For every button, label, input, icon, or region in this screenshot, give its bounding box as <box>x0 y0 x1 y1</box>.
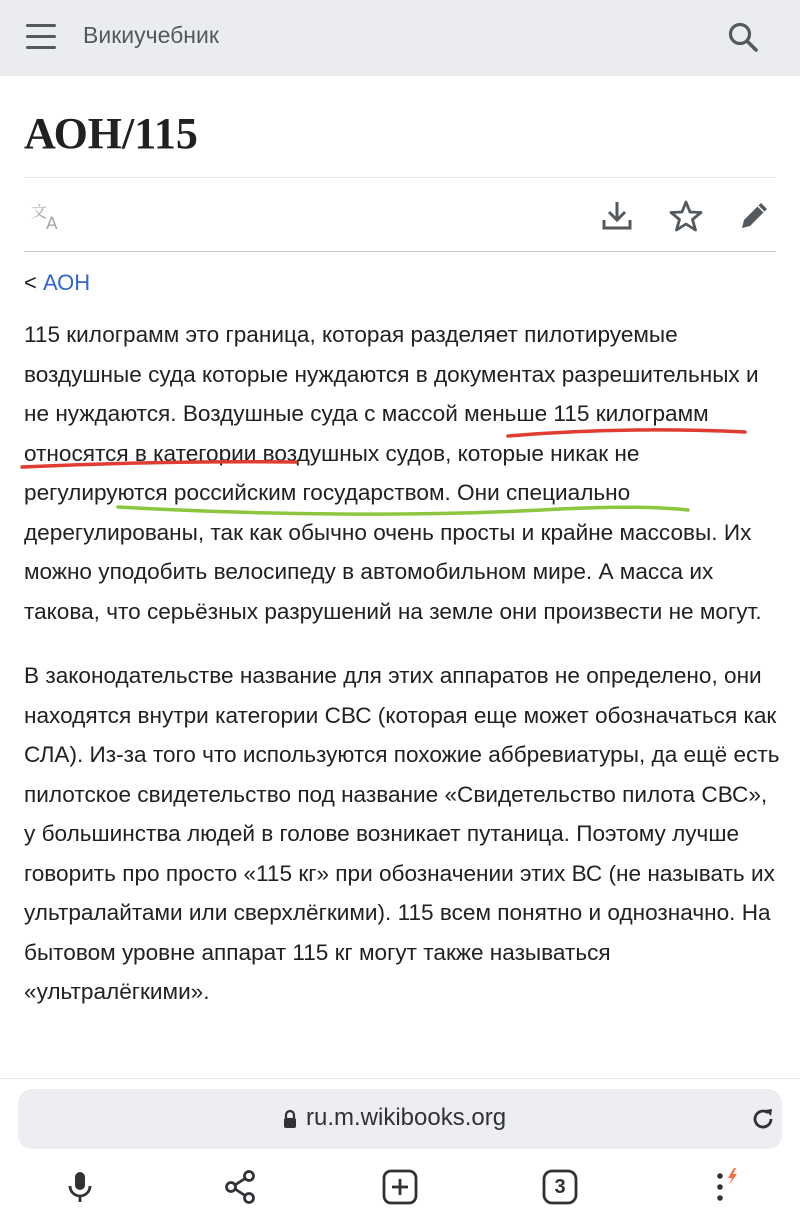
breadcrumb-prefix: < <box>24 270 43 295</box>
address-bar[interactable] <box>18 1089 782 1149</box>
tab-switcher-icon[interactable] <box>540 1167 580 1207</box>
paragraph-2: В законодательстве название для этих аппаратов не определено, они находятся внутри категории СВС (которая еще может обозначаться как СЛА). Из-за того что используются похожие аббревиатуры, да ещё есть пилотское свидетельство под название «Свидетельство пилота СВС», у большинства людей в голове возникает путаница. Поэтому лучше говорить про просто «115 кг» при обозначении этих ВС (не называть их ультралайтами или сверхлёгкими). 115 всем понятно и однозначно. На бытовом уровне аппарат 115 кг могут также называться «ультралёгкими». <box>24 663 780 1004</box>
reload-icon[interactable] <box>750 1106 776 1132</box>
microphone-icon[interactable] <box>60 1167 100 1207</box>
hamburger-menu-icon[interactable] <box>26 24 56 50</box>
svg-text:A: A <box>46 214 58 232</box>
tab-count: 3 <box>554 1176 566 1198</box>
lock-icon <box>282 1109 298 1129</box>
url-text[interactable]: ru.m.wikibooks.org <box>306 1104 507 1131</box>
breadcrumb-link[interactable]: АОН <box>42 270 91 295</box>
download-icon[interactable] <box>600 198 634 232</box>
svg-text:文: 文 <box>31 202 48 221</box>
paragraph-1: 115 килограмм это граница, которая разделяет пилотируемые воздушные суда которые нуждаются в документах разрешительных и не нуждаются. Воздушные суда с массой меньше 115 килограмм относятся в категории воздушных судов, которые никак не регулируются российским государством. Они специально дерегулированы, так как обычно очень просты и крайне массовы. Их можно уподобить велосипеду в автомобильном мире. А масса их такова, что серьёзных разрушений на земле они произвести не могут. <box>24 322 762 624</box>
more-options-icon[interactable] <box>700 1167 740 1207</box>
star-icon[interactable] <box>668 198 704 234</box>
language-icon[interactable] <box>31 200 65 232</box>
new-tab-icon[interactable] <box>380 1167 420 1207</box>
site-name[interactable]: Викиучебник <box>83 22 219 48</box>
page-title: АОН/115 <box>24 109 198 158</box>
article-body <box>24 315 780 1037</box>
browser-bottom-bar <box>0 1078 800 1223</box>
breadcrumb <box>24 270 90 296</box>
title-divider <box>24 177 776 178</box>
actions-divider <box>24 251 776 252</box>
app-header <box>0 0 800 76</box>
share-icon[interactable] <box>220 1167 260 1207</box>
edit-icon[interactable] <box>738 198 772 232</box>
search-icon[interactable] <box>726 20 760 54</box>
